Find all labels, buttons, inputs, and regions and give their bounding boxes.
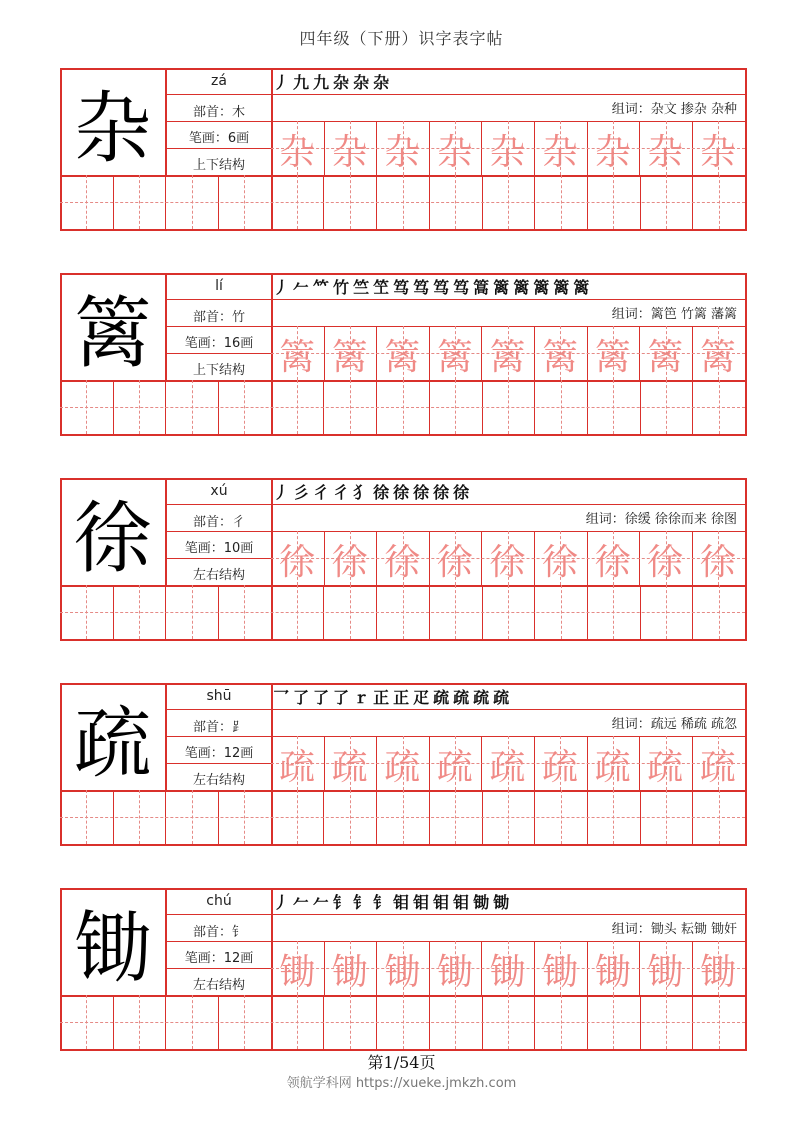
structure: 左右结构 bbox=[192, 773, 245, 788]
practice-character: 锄 bbox=[278, 951, 315, 993]
stroke-step: 笃 bbox=[453, 277, 470, 297]
page-title: 四年级（下册）识字表字帖 bbox=[299, 29, 504, 48]
stroke-step: 丿 bbox=[273, 892, 290, 912]
practice-character: 篱 bbox=[331, 336, 368, 378]
practice-character: 疏 bbox=[647, 746, 684, 788]
stroke-step: 疏 bbox=[433, 687, 450, 707]
stroke-step: 𥫗 bbox=[313, 277, 330, 297]
word-list: 组词：徐缓 徐徐而来 徐图 bbox=[585, 512, 737, 527]
stroke-step: 犭 bbox=[353, 482, 370, 502]
practice-character: 徐 bbox=[541, 541, 578, 583]
stroke-order bbox=[273, 684, 513, 708]
practice-character: 锄 bbox=[594, 951, 631, 993]
stroke-step: 笃 bbox=[433, 277, 450, 297]
stroke-order bbox=[273, 274, 593, 298]
practice-character: 篱 bbox=[594, 336, 631, 378]
stroke-step: 笃 bbox=[413, 277, 430, 297]
stroke-step: 杂 bbox=[353, 72, 370, 92]
practice-character: 锄 bbox=[489, 951, 526, 993]
radical: 部首：⻊ bbox=[192, 720, 245, 735]
word-list: 组词：杂文 掺杂 杂种 bbox=[611, 102, 737, 117]
stroke-step: 丿 bbox=[273, 72, 290, 92]
stroke-step: 篱 bbox=[573, 277, 590, 297]
practice-character: 徐 bbox=[647, 541, 684, 583]
stroke-step: ｒ bbox=[353, 687, 370, 707]
practice-character: 疏 bbox=[278, 746, 315, 788]
practice-character: 锄 bbox=[541, 951, 578, 993]
practice-character: 杂 bbox=[647, 131, 684, 173]
stroke-step: 彡 bbox=[293, 482, 310, 502]
word-list: 组词：疏远 稀疏 疏忽 bbox=[611, 717, 737, 732]
stroke-step: 钼 bbox=[413, 892, 430, 912]
stroke-count: 笔画：12画 bbox=[184, 746, 254, 761]
stroke-step: 徐 bbox=[373, 482, 390, 502]
practice-character: 徐 bbox=[331, 541, 368, 583]
stroke-order bbox=[273, 479, 473, 503]
char-card bbox=[60, 68, 745, 229]
structure: 上下结构 bbox=[192, 363, 245, 378]
stroke-step: 𠂉 bbox=[293, 892, 310, 912]
stroke-step: 徐 bbox=[393, 482, 410, 502]
stroke-step: 篱 bbox=[493, 277, 510, 297]
stroke-step: 竹 bbox=[333, 277, 350, 297]
practice-character: 疏 bbox=[436, 746, 473, 788]
practice-character: 篱 bbox=[384, 336, 421, 378]
practice-character: 篱 bbox=[436, 336, 473, 378]
practice-character: 杂 bbox=[489, 131, 526, 173]
pinyin: lí bbox=[215, 278, 223, 294]
practice-character: 杂 bbox=[541, 131, 578, 173]
practice-character: 徐 bbox=[594, 541, 631, 583]
radical: 部首：竹 bbox=[192, 310, 245, 325]
practice-character: 疏 bbox=[541, 746, 578, 788]
stroke-step: 正 bbox=[373, 687, 390, 707]
practice-character: 篱 bbox=[541, 336, 578, 378]
practice-character: 疏 bbox=[331, 746, 368, 788]
stroke-step: 徐 bbox=[433, 482, 450, 502]
pinyin: shū bbox=[206, 688, 232, 704]
stroke-count: 笔画：16画 bbox=[184, 336, 254, 351]
practice-character: 杂 bbox=[436, 131, 473, 173]
structure: 左右结构 bbox=[192, 978, 245, 993]
stroke-step: 笃 bbox=[393, 277, 410, 297]
practice-character: 疏 bbox=[489, 746, 526, 788]
word-list: 组词：锄头 耘锄 锄奸 bbox=[611, 922, 737, 937]
stroke-step: 笁 bbox=[373, 277, 390, 297]
stroke-step: 篙 bbox=[473, 277, 490, 297]
stroke-step: 疏 bbox=[493, 687, 510, 707]
practice-character: 锄 bbox=[331, 951, 368, 993]
stroke-step: 钅 bbox=[333, 892, 350, 912]
practice-character: 篱 bbox=[278, 336, 315, 378]
stroke-step: 了 bbox=[293, 687, 310, 707]
stroke-step: 彳 bbox=[333, 482, 350, 502]
stroke-step: 乛 bbox=[273, 687, 290, 707]
stroke-count: 笔画：6画 bbox=[188, 131, 250, 146]
structure: 上下结构 bbox=[192, 158, 245, 173]
practice-character: 篱 bbox=[699, 336, 736, 378]
char-card bbox=[60, 273, 745, 434]
practice-character: 篱 bbox=[489, 336, 526, 378]
stroke-step: 钅 bbox=[353, 892, 370, 912]
stroke-step: 杂 bbox=[373, 72, 390, 92]
practice-character: 徐 bbox=[278, 541, 315, 583]
pinyin: chú bbox=[206, 893, 232, 909]
stroke-step: 正 bbox=[393, 687, 410, 707]
stroke-step: 彳 bbox=[313, 482, 330, 502]
stroke-step: 徐 bbox=[413, 482, 430, 502]
char-card bbox=[60, 478, 745, 639]
stroke-step: 疏 bbox=[453, 687, 470, 707]
practice-character: 徐 bbox=[489, 541, 526, 583]
big-character: 锄 bbox=[73, 903, 152, 994]
stroke-step: 篱 bbox=[513, 277, 530, 297]
practice-character: 徐 bbox=[436, 541, 473, 583]
big-character: 疏 bbox=[73, 698, 152, 789]
practice-character: 疏 bbox=[384, 746, 421, 788]
word-list: 组词：篱笆 竹篱 藩篱 bbox=[611, 307, 737, 322]
practice-character: 篱 bbox=[647, 336, 684, 378]
site-watermark: 领航学科网 https://xueke.jmkzh.com bbox=[286, 1076, 517, 1091]
stroke-step: 篱 bbox=[533, 277, 550, 297]
stroke-step: 钅 bbox=[373, 892, 390, 912]
practice-character: 锄 bbox=[384, 951, 421, 993]
stroke-step: 丿 bbox=[273, 277, 290, 297]
practice-character: 杂 bbox=[278, 131, 315, 173]
stroke-step: 杂 bbox=[333, 72, 350, 92]
big-character: 篱 bbox=[73, 288, 152, 379]
radical: 部首：木 bbox=[192, 105, 245, 120]
practice-character: 杂 bbox=[384, 131, 421, 173]
practice-character: 杂 bbox=[699, 131, 736, 173]
stroke-order bbox=[273, 889, 513, 913]
stroke-step: 锄 bbox=[493, 892, 510, 912]
practice-character: 徐 bbox=[384, 541, 421, 583]
stroke-step: 竺 bbox=[353, 277, 370, 297]
practice-character: 锄 bbox=[647, 951, 684, 993]
stroke-step: 锄 bbox=[473, 892, 490, 912]
stroke-step: 钼 bbox=[393, 892, 410, 912]
practice-character: 杂 bbox=[594, 131, 631, 173]
practice-character: 锄 bbox=[436, 951, 473, 993]
practice-character: 徐 bbox=[699, 541, 736, 583]
stroke-step: 了 bbox=[313, 687, 330, 707]
stroke-count: 笔画：12画 bbox=[184, 951, 254, 966]
stroke-step: 𠂉 bbox=[293, 277, 310, 297]
char-card bbox=[60, 683, 745, 844]
stroke-step: 钼 bbox=[453, 892, 470, 912]
stroke-step: 了 bbox=[333, 687, 350, 707]
stroke-step: 疋 bbox=[413, 687, 430, 707]
stroke-step: 丿 bbox=[273, 482, 290, 502]
stroke-step: 九 bbox=[313, 72, 330, 92]
stroke-step: 钼 bbox=[433, 892, 450, 912]
radical: 部首：钅 bbox=[192, 925, 245, 940]
char-card bbox=[60, 888, 745, 1049]
page-number: 第1/54页 bbox=[367, 1053, 436, 1072]
radical: 部首：彳 bbox=[192, 515, 245, 530]
stroke-step: 𠂉 bbox=[313, 892, 330, 912]
stroke-step: 篱 bbox=[553, 277, 570, 297]
stroke-order bbox=[273, 69, 393, 93]
practice-character: 疏 bbox=[699, 746, 736, 788]
practice-character: 杂 bbox=[331, 131, 368, 173]
stroke-step: 疏 bbox=[473, 687, 490, 707]
stroke-step: 徐 bbox=[453, 482, 470, 502]
big-character: 杂 bbox=[73, 83, 152, 174]
practice-character: 锄 bbox=[699, 951, 736, 993]
big-character: 徐 bbox=[73, 493, 152, 584]
pinyin: zá bbox=[211, 73, 227, 89]
stroke-count: 笔画：10画 bbox=[184, 541, 254, 556]
practice-character: 疏 bbox=[594, 746, 631, 788]
pinyin: xú bbox=[210, 483, 228, 499]
stroke-step: 九 bbox=[293, 72, 310, 92]
structure: 左右结构 bbox=[192, 568, 245, 583]
